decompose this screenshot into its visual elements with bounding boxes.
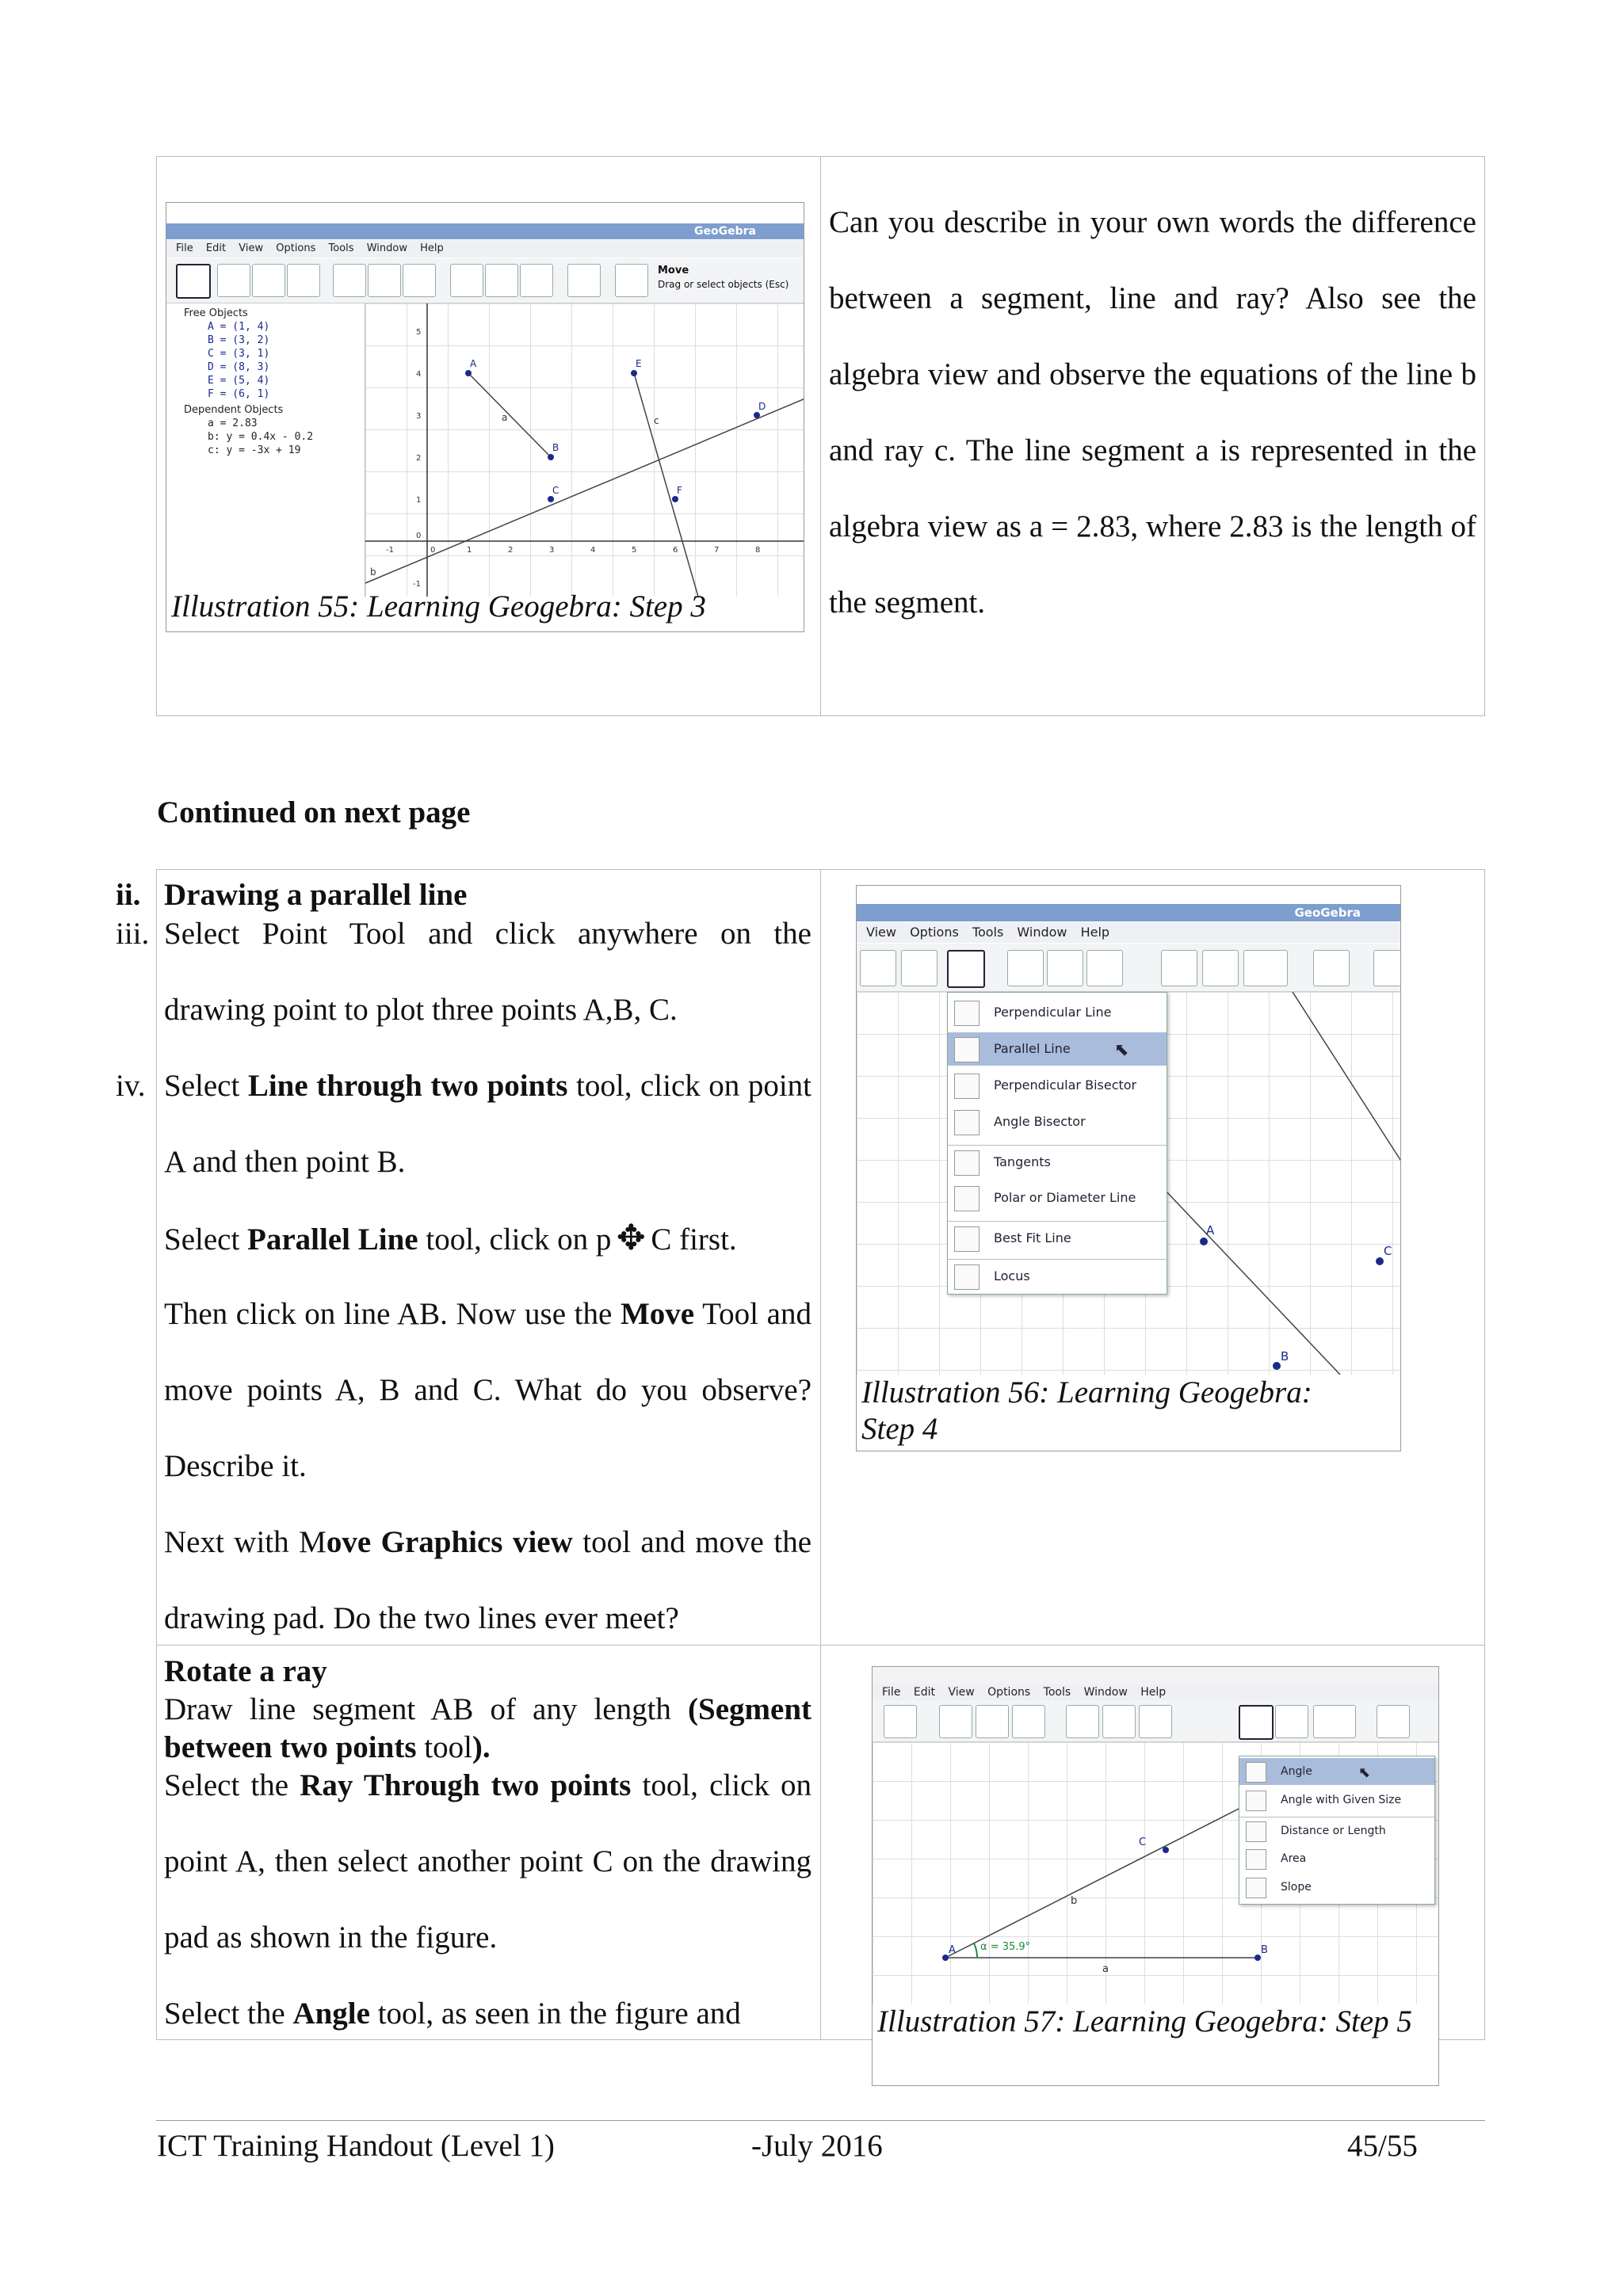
footer-left: ICT Training Handout (Level 1) xyxy=(157,2129,555,2163)
angle-tool-button[interactable] xyxy=(450,264,483,297)
parallel-group-button[interactable] xyxy=(947,950,985,988)
line-tool-button[interactable] xyxy=(252,264,285,297)
point-C xyxy=(548,496,554,502)
segment-a xyxy=(468,373,551,457)
s3-p1-post: tool xyxy=(416,1730,472,1764)
p2-post: Tool and move points A, B and C. What do you observe? Describe it. xyxy=(164,1297,812,1483)
menu-item-perpendicular-bisector[interactable]: Perpendicular Bisector xyxy=(948,1069,1167,1102)
point-tool-button[interactable] xyxy=(217,264,250,297)
point-A-3 xyxy=(942,1955,949,1961)
slope-icon xyxy=(1246,1878,1266,1898)
menu-file-3[interactable]: File xyxy=(882,1686,901,1699)
angle-bisector-icon xyxy=(954,1110,980,1135)
point-F xyxy=(672,496,678,502)
geogebra-toolbar xyxy=(166,258,804,303)
algebra-item-c[interactable]: c: y = -3x + 19 xyxy=(208,444,301,456)
move-cursor-icon: ✥ xyxy=(616,1219,646,1257)
geogebra-menu-bar xyxy=(166,240,804,257)
move-view-tool-button-2[interactable] xyxy=(1313,950,1350,986)
menu-tools[interactable]: Tools xyxy=(328,242,354,254)
menu-help-3[interactable]: Help xyxy=(1140,1686,1167,1699)
angle-value-label: α = 35.9° xyxy=(980,1941,1031,1953)
x-tick-2: 2 xyxy=(508,546,514,555)
slider-tool-button[interactable] xyxy=(520,264,553,297)
point-A-2 xyxy=(1200,1238,1208,1245)
section3-heading: Rotate a ray xyxy=(164,1654,327,1688)
x-tick-6: 6 xyxy=(673,546,678,555)
menu-window-2[interactable]: Window xyxy=(1017,925,1067,940)
algebra-item-B[interactable]: B = (3, 2) xyxy=(208,334,270,346)
algebra-item-E[interactable]: E = (5, 4) xyxy=(208,375,270,387)
s3-p2-bold: Ray Through two points xyxy=(300,1768,632,1802)
point-A xyxy=(465,370,472,376)
graphics-view-step3[interactable] xyxy=(365,303,804,597)
settings-tool-button-2[interactable] xyxy=(1373,950,1401,986)
algebra-item-A[interactable]: A = (1, 4) xyxy=(208,321,270,333)
point-B-2 xyxy=(1273,1362,1281,1370)
menu-item-locus[interactable]: Locus xyxy=(948,1259,1167,1292)
menu-window-3[interactable]: Window xyxy=(1083,1686,1128,1699)
geogebra-title-bar-2: GeoGebra xyxy=(857,904,1400,921)
label-A-3: A xyxy=(949,1944,956,1956)
num-iv: iv. xyxy=(116,1069,146,1103)
polygon-tool-button-2[interactable] xyxy=(1007,950,1044,986)
perpendicular-tool-button-3[interactable] xyxy=(1012,1705,1045,1738)
geogebra-toolbar-2 xyxy=(857,944,1400,992)
conic-tool-button[interactable] xyxy=(403,264,436,297)
menu-help[interactable]: Help xyxy=(420,242,444,254)
p2-pre: Then click on line AB. Now use the xyxy=(164,1297,621,1331)
p3-post: tool and move the drawing pad. Do the two lines ever meet? xyxy=(164,1525,812,1635)
s3-p2-pre: Select the xyxy=(164,1768,300,1802)
s3-p3-post: tool, as seen in the figure and xyxy=(369,1997,741,2031)
label-C-3: C xyxy=(1139,1836,1147,1848)
menu-edit-3[interactable]: Edit xyxy=(913,1686,936,1699)
slider-tool-button-3[interactable] xyxy=(1313,1705,1356,1738)
dependent-objects-label: Dependent Objects xyxy=(184,404,284,416)
reflect-tool-button-3[interactable] xyxy=(1275,1705,1308,1738)
caption-step5: Illustration 57: Learning Geogebra: Step 5 xyxy=(877,2004,1412,2039)
circle-tool-button-2[interactable] xyxy=(1047,950,1083,986)
menu-item-tangents[interactable]: Tangents xyxy=(948,1145,1167,1178)
tool-hint-text: Drag or select objects (Esc) xyxy=(658,279,789,290)
parallel-line-icon xyxy=(954,1037,980,1062)
caption-step4: Illustration 56: Learning Geogebra: Step 4 xyxy=(861,1375,1312,1446)
menu-item-parallel-line[interactable]: Parallel Line ⬉ xyxy=(948,1032,1167,1066)
p1-pre: Select xyxy=(164,1222,248,1257)
locus-icon xyxy=(954,1264,980,1290)
ray-b xyxy=(945,1806,1245,1958)
menu-help-2[interactable]: Help xyxy=(1080,925,1110,940)
circle-tool-button[interactable] xyxy=(368,264,401,297)
menu-view-3[interactable]: View xyxy=(948,1686,975,1699)
algebra-item-C[interactable]: C = (3, 1) xyxy=(208,348,270,360)
section2-heading: Drawing a parallel line xyxy=(164,878,468,912)
point-tool-button-2[interactable] xyxy=(860,950,896,986)
x-tick-4: 4 xyxy=(590,546,596,555)
slider-tool-button-2[interactable] xyxy=(1243,950,1288,986)
window-frame-top xyxy=(873,1667,1438,1685)
s3-p3-bold: Angle xyxy=(292,1997,370,2031)
figure-step4 xyxy=(856,885,1401,1451)
s3-p1-bold: (Segment between two points xyxy=(164,1692,812,1764)
label-A: A xyxy=(470,358,477,369)
menu-window[interactable]: Window xyxy=(366,242,407,254)
footer-rule xyxy=(156,2120,1485,2121)
label-A-2: A xyxy=(1206,1223,1215,1238)
free-objects-label: Free Objects xyxy=(184,307,248,319)
geogebra-title-bar: GeoGebra xyxy=(166,223,804,239)
angle-icon xyxy=(1246,1762,1266,1783)
p3-pre: Next with M xyxy=(164,1525,327,1559)
menu-item-angle[interactable]: Angle ⬉ xyxy=(1239,1758,1434,1785)
menu-view[interactable]: View xyxy=(239,242,264,254)
move-view-tool-button[interactable] xyxy=(567,264,601,297)
algebra-item-D[interactable]: D = (8, 3) xyxy=(208,361,270,373)
menu-options[interactable]: Options xyxy=(276,242,316,254)
cursor-arrow-icon: ⬉ xyxy=(1114,1040,1129,1060)
parallel-line-text xyxy=(164,1200,812,1278)
line-AB xyxy=(1150,1174,1340,1375)
menu-item-best-fit-line[interactable]: Best Fit Line xyxy=(948,1221,1167,1254)
point-E xyxy=(631,370,637,376)
menu-item-area[interactable]: Area xyxy=(1239,1845,1434,1872)
menu-item-angle-bisector[interactable]: Angle Bisector xyxy=(948,1105,1167,1138)
algebra-item-b[interactable]: b: y = 0.4x - 0.2 xyxy=(208,431,314,443)
menu-tools-3[interactable]: Tools xyxy=(1043,1686,1071,1699)
menu-item-distance[interactable]: Distance or Length xyxy=(1239,1817,1434,1844)
tangents-icon xyxy=(954,1150,980,1176)
polygon-tool-button-3[interactable] xyxy=(1066,1705,1099,1738)
line-tool-button-3[interactable] xyxy=(976,1705,1009,1738)
reflect-tool-button[interactable] xyxy=(485,264,518,297)
point-C-3 xyxy=(1163,1847,1169,1853)
move-graphics-text xyxy=(164,1505,812,1657)
conic-tool-button-3[interactable] xyxy=(1139,1705,1172,1738)
label-a: a xyxy=(502,412,508,423)
footer-page-number: 45/55 xyxy=(1347,2129,1418,2163)
y-tick-0: 0 xyxy=(416,532,422,540)
y-tick-2: 2 xyxy=(416,454,422,463)
label-c: c xyxy=(654,415,659,426)
x-tick--1: -1 xyxy=(386,546,394,555)
geogebra-toolbar-3 xyxy=(873,1700,1438,1742)
label-F: F xyxy=(677,485,682,496)
menu-tools-2[interactable]: Tools xyxy=(972,925,1004,940)
x-tick-7: 7 xyxy=(714,546,720,555)
perpendicular-line-icon xyxy=(954,1001,980,1026)
section1-description: Can you describe in your own words the difference between a segment, line and ray? Also see the algebra view and observe the equations of the line b and ray c. The line segment a is represented in the algebra view as a = 2.83, where 2.83 is the length of the segment. xyxy=(829,205,1476,620)
step-iii-text: Select Point Tool and click anywhere on the drawing point to plot three points A,B, C. xyxy=(164,917,812,1027)
angle-arc xyxy=(974,1943,977,1958)
y-tick--1: -1 xyxy=(413,580,421,589)
num-ii: ii. xyxy=(116,878,141,912)
label-D: D xyxy=(758,401,766,412)
x-tick-8: 8 xyxy=(755,546,761,555)
label-B-3: B xyxy=(1261,1944,1268,1956)
step-iv-pre: Select xyxy=(164,1069,248,1103)
cursor-arrow-icon-2: ⬉ xyxy=(1358,1764,1371,1781)
s3-p2-post: tool, click on point A, then select another point C on the drawing pad as shown in the figure. xyxy=(164,1768,812,1955)
continued-note: Continued on next page xyxy=(157,795,471,830)
move-tool-button[interactable] xyxy=(176,264,211,299)
s3-p1-bold2: ). xyxy=(472,1730,491,1764)
label-b: b xyxy=(370,566,376,578)
x-tick-0: 0 xyxy=(430,546,436,555)
polar-line-icon xyxy=(954,1186,980,1211)
tool-hint-title: Move xyxy=(658,265,689,277)
p1-end: C first. xyxy=(651,1222,737,1257)
label-a-3: a xyxy=(1102,1963,1109,1975)
menu-options-2[interactable]: Options xyxy=(910,925,959,940)
num-iii: iii. xyxy=(116,917,150,951)
best-fit-line-icon xyxy=(954,1226,980,1252)
distance-icon xyxy=(1246,1821,1266,1842)
label-b-3: b xyxy=(1071,1895,1078,1907)
reflect-tool-button-2[interactable] xyxy=(1202,950,1239,986)
move-tool-button-3[interactable] xyxy=(884,1705,917,1738)
s3-p3-pre: Select the xyxy=(164,1997,293,2031)
menu-item-slope[interactable]: Slope xyxy=(1239,1874,1434,1901)
p3-bold: ove Graphics view xyxy=(326,1525,573,1559)
y-tick-3: 3 xyxy=(416,412,422,421)
y-tick-5: 5 xyxy=(416,328,422,337)
line-parallel-C xyxy=(1293,992,1401,1162)
step-iv-post: tool, click on point A and then point B. xyxy=(164,1069,812,1179)
angle-tool-button-2[interactable] xyxy=(1161,950,1197,986)
menu-item-perpendicular-line[interactable]: Perpendicular Line xyxy=(948,996,1167,1029)
move-tool-text xyxy=(164,1276,812,1505)
figure-step5 xyxy=(872,1666,1439,2086)
settings-tool-button[interactable] xyxy=(615,264,648,297)
y-tick-4: 4 xyxy=(416,370,422,379)
menu-item-angle-given-size[interactable]: Angle with Given Size xyxy=(1239,1787,1434,1814)
circle-tool-button-3[interactable] xyxy=(1102,1705,1136,1738)
menu-view-2[interactable]: View xyxy=(866,925,896,940)
area-icon xyxy=(1246,1849,1266,1870)
algebra-view xyxy=(166,303,365,597)
geogebra-menu-bar-2 xyxy=(857,922,1400,943)
label-B-2: B xyxy=(1281,1349,1289,1363)
angle-group-button[interactable] xyxy=(1239,1705,1274,1740)
p2-bold: Move xyxy=(620,1297,695,1331)
conic-tool-button-2[interactable] xyxy=(1086,950,1123,986)
menu-edit[interactable]: Edit xyxy=(205,242,227,254)
algebra-item-F[interactable]: F = (6, 1) xyxy=(208,388,270,400)
angle-dropdown xyxy=(1239,1756,1435,1905)
x-tick-1: 1 xyxy=(467,546,472,555)
p1-post: tool, click on p xyxy=(418,1222,612,1257)
caption-step3: Illustration 55: Learning Geogebra: Step 3 xyxy=(171,589,706,624)
x-tick-3: 3 xyxy=(549,546,555,555)
parallel-line-dropdown xyxy=(947,992,1167,1295)
ray-c xyxy=(634,373,698,597)
line-b xyxy=(365,399,804,583)
label-C-2: C xyxy=(1384,1244,1392,1258)
figure-step3 xyxy=(166,202,804,632)
footer-center: -July 2016 xyxy=(751,2129,883,2163)
point-C-2 xyxy=(1376,1257,1384,1265)
label-B: B xyxy=(552,442,559,453)
point-tool-button-3[interactable] xyxy=(939,1705,972,1738)
p1-bold: Parallel Line xyxy=(247,1222,418,1257)
perpendicular-tool-button[interactable] xyxy=(287,264,320,297)
algebra-item-a[interactable]: a = 2.83 xyxy=(208,418,258,429)
label-E: E xyxy=(636,358,642,369)
move-view-tool-button-3[interactable] xyxy=(1377,1705,1410,1738)
s3-p1-pre: Draw line segment AB of any length xyxy=(164,1692,689,1726)
step-iv-bold: Line through two points xyxy=(247,1069,568,1103)
point-D xyxy=(754,412,760,418)
point-B xyxy=(548,454,554,460)
polygon-tool-button[interactable] xyxy=(333,264,366,297)
y-tick-1: 1 xyxy=(416,496,422,505)
x-tick-5: 5 xyxy=(632,546,637,555)
angle-given-size-icon xyxy=(1246,1791,1266,1811)
menu-file[interactable]: File xyxy=(176,242,193,254)
angle-instruction xyxy=(164,1976,812,2036)
menu-item-polar-line[interactable]: Polar or Diameter Line xyxy=(948,1181,1167,1215)
geogebra-menu-bar-3 xyxy=(873,1684,1438,1700)
label-C: C xyxy=(552,485,559,496)
ray-instruction xyxy=(164,1748,812,1976)
line-tool-button-2[interactable] xyxy=(901,950,938,986)
menu-options-3[interactable]: Options xyxy=(987,1686,1031,1699)
step3-geometry xyxy=(365,303,804,597)
perpendicular-bisector-icon xyxy=(954,1074,980,1099)
point-B-3 xyxy=(1254,1955,1261,1961)
step-iv-text xyxy=(164,1048,812,1200)
